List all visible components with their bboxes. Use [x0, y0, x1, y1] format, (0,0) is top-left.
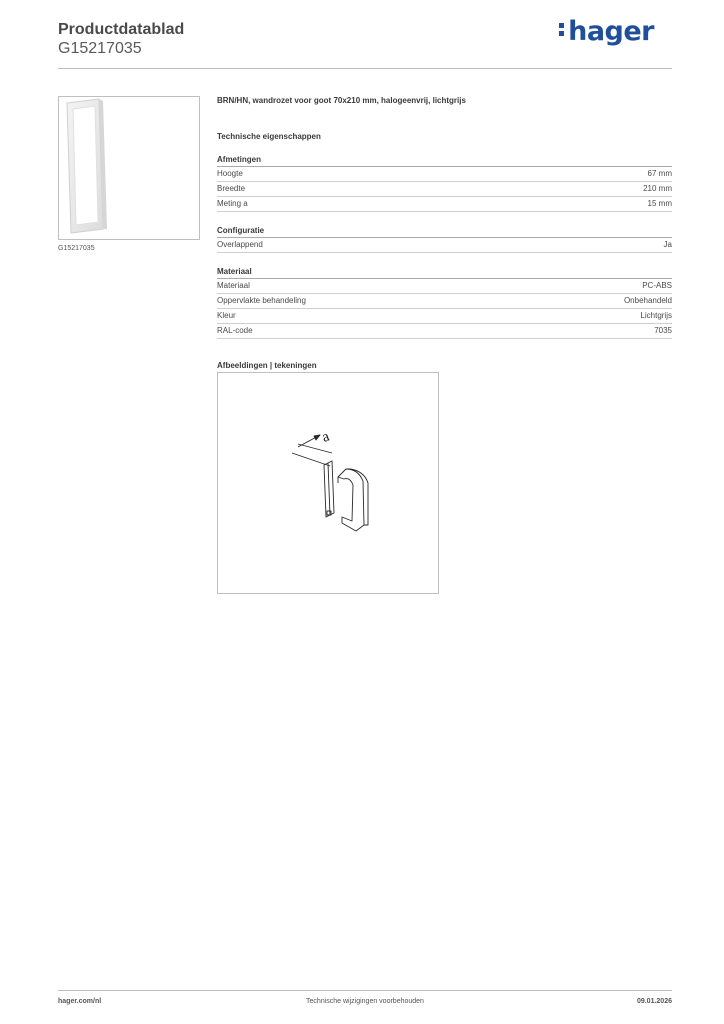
spec-group-material: [217, 267, 672, 339]
spec-value: PC-ABS: [642, 281, 672, 290]
spec-group-configuration: [217, 226, 672, 253]
footer-notice: Technische wijzigingen voorbehouden: [306, 998, 424, 1005]
logo-colon-icon: [559, 20, 565, 39]
page-title: Productdatablad: [58, 21, 185, 38]
dimension-label: a: [319, 428, 332, 446]
spec-row: [217, 167, 672, 182]
spec-label: Oppervlakte behandeling: [217, 296, 306, 305]
spec-value: 67 mm: [647, 169, 672, 178]
footer-website-link[interactable]: hager.com/nl: [58, 998, 102, 1005]
spec-value: Onbehandeld: [623, 296, 672, 305]
spec-label: Kleur: [217, 311, 236, 320]
product-code: G15217035: [58, 40, 142, 57]
spec-value: 15 mm: [647, 199, 672, 208]
product-image-caption: G15217035: [58, 245, 95, 252]
product-image: [58, 96, 200, 240]
section-heading-technical: Technische eigenschappen: [217, 132, 321, 141]
spec-row: [217, 309, 672, 324]
spec-group-dimensions: [217, 155, 672, 212]
document-header: [58, 20, 184, 58]
product-details: [217, 96, 672, 370]
spec-value: 7035: [654, 326, 672, 335]
header-divider: [58, 68, 672, 69]
hager-logo: [559, 16, 654, 47]
spec-label: Overlappend: [217, 240, 263, 249]
spec-row: [217, 324, 672, 339]
spec-label: RAL-code: [217, 326, 253, 335]
section-heading-images: Afbeeldingen | tekeningen: [217, 361, 317, 370]
spec-row: [217, 279, 672, 294]
spec-value: 210 mm: [643, 184, 672, 193]
spec-group-title: Afmetingen: [217, 155, 672, 167]
logo-text: hager: [568, 16, 654, 47]
dimension-drawing-icon: [218, 373, 438, 593]
spec-label: Breedte: [217, 184, 246, 193]
footer-divider: [58, 990, 672, 991]
spec-row: [217, 294, 672, 309]
spec-row: [217, 182, 672, 197]
spec-label: Meting a: [217, 199, 248, 208]
technical-drawing: [217, 372, 439, 594]
product-description: BRN/HN, wandrozet voor goot 70x210 mm, halogeenvrij, lichtgrijs: [217, 96, 466, 105]
footer-date: 09.01.2026: [636, 998, 672, 1005]
spec-label: Hoogte: [217, 169, 243, 178]
spec-group-title: Configuratie: [217, 226, 672, 238]
spec-row: [217, 238, 672, 253]
spec-group-title: Materiaal: [217, 267, 672, 279]
product-frame-icon: [59, 97, 199, 239]
spec-value: Ja: [663, 240, 672, 249]
spec-row: [217, 197, 672, 212]
spec-label: Materiaal: [217, 281, 250, 290]
spec-value: Lichtgrijs: [640, 311, 672, 320]
